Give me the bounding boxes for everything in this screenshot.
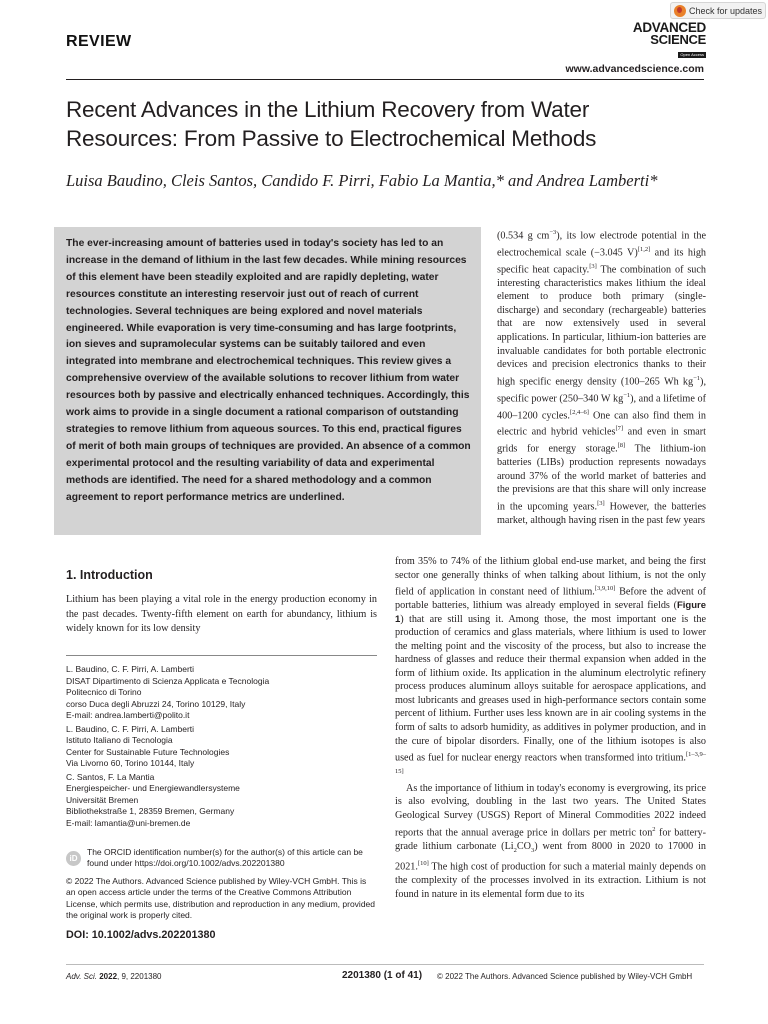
body-paragraph: from 35% to 74% of the lithium global end-use market, and being the first sector one generally thinks of when talking about lithium, is not the only field of application in constant need of lithium.[3,9,10] Before the advent of portable batteries, lithium was already employed in several fields (Figure 1) that are still using it. Among those, the most important one is the production of ceramics and glass materials, where lithium is used to lower the melting point and the viscosity of the process, but also to increase the hardness of glasses and reduce their thermal expansion when added in the form of lithium oxide. Its application in the aluminum electrolytic refinery process produces aluminum alloys suitable for aerospace applications, and most lubricants and greases used in high-performance sectors contain some percent of lithium. Further uses less known are in air cooling systems in the form of salts to adsorb humidity, as additives in polymer production, and in the cure of bipolar disorders. Finally, one of the lithium isotopes is also used as fuel for nuclear energy reactors when transformed into tritium.[1–3,9–15] xyxy=(395,556,706,775)
section-label: REVIEW xyxy=(66,33,132,50)
orcid-note xyxy=(66,847,377,870)
body-column-right: (0.534 g $cm^{-3}$), its low electrode potential in the electrochemical scale (−3.045 V)[1,2] and its high specific heat capacity.[3] The combination of such interesting characteristics makes lithium the ideal element to produce both primary (single-discharge) and secondary (rechargeable) batteries that are now extensively used in several applications. In particular, lithium-ion batteries are invaluable candidates for both portable electronic devices and precision electronics thanks to their high specific energy density (100–265 Wh $kg^{-1}$), specific power (250–340 W $kg^{-1}$), and a lifetime of 400–1200 cycles.[2,4–6] One can also find them in electric and hybrid vehicles[7] and even in smart grids for energy storage.[8] The lithium-ion batteries (LIBs) production represents nowadays around 37% of the world market of batteries and the previsions are that this share will only increase in the upcoming years.[3] However, the batteries market, although having risen in the past few years xyxy=(497,229,707,526)
crossmark-icon xyxy=(674,5,686,17)
journal-logo xyxy=(604,22,706,62)
check-for-updates-badge[interactable] xyxy=(670,2,766,19)
license-text: © 2022 The Authors. Advanced Science published by Wiley-VCH GmbH. This is an open access article under the terms of the Creative Commons Attribution License, which permits use, distribution and reproduction in any medium, provided the original work is properly cited. xyxy=(66,876,375,921)
footer-citation: Adv. Sci. 2022, 9, 2201380 xyxy=(66,972,162,981)
affiliations xyxy=(66,664,377,831)
section-heading-introduction: 1. Introduction xyxy=(66,568,153,582)
doi-link[interactable]: DOI: 10.1002/advs.202201380 xyxy=(66,929,216,941)
email-link[interactable]: E-mail: andrea.lamberti@polito.it xyxy=(66,710,190,720)
body-paragraph: As the importance of lithium in today's economy is evergrowing, its price is also evolving, doubling in the last two years. The United States Geological Survey (USGS) Report of Mineral Commodities 2022 indeed reports that the annual average price in dollars per metric ton$^2$ for battery-grade lithium carbonate $(Li_2CO_3)$ went from 8000 in 2020 to 17000 in 2021.[10] The high cost of production for such a material mainly depends on the complexity of the processes involved in its extraction. Lithium is not found in nature in its elemental form due to its xyxy=(395,782,706,900)
logo-sub: Open Access xyxy=(680,52,704,57)
logo-line-2: SCIENCE xyxy=(650,32,706,47)
journal-url[interactable]: www.advancedscience.com xyxy=(565,63,704,75)
orcid-text[interactable]: The ORCID identification number(s) for the author(s) of this article can be found under https://doi.org/10.1002/advs.202201380 xyxy=(87,847,363,869)
intro-paragraph: Lithium has been playing a vital role in the energy production economy in the past decades. Twenty-fifth element on earth for abundancy, lithium is widely known for its low density xyxy=(66,594,377,634)
body-column-continued xyxy=(395,555,706,901)
affiliation-rule xyxy=(66,655,377,656)
email-link[interactable]: E-mail: lamantia@uni-bremen.de xyxy=(66,817,191,828)
author-list: Luisa Baudino, Cleis Santos, Candido F. Pirri, Fabio La Mantia,* and Andrea Lamberti* xyxy=(66,171,658,190)
orcid-icon: iD xyxy=(66,851,81,866)
affiliation-block: L. Baudino, C. F. Pirri, A. Lamberti DISAT Dipartimento di Scienza Applicata e Tecnologia Politecnico di Torino corso Duca degli Abruzzi 24, Torino 10129, Italy E-mail: andrea.lamberti@polito.it xyxy=(66,664,377,722)
header-rule xyxy=(66,79,704,80)
affiliation-block: C. Santos, F. La Mantia Energiespeicher- und Energiewandlersysteme Universität Bremen Bibliothekstraße 1, 28359 Bremen, Germany E-mail: lamantia@uni-bremen.de xyxy=(66,772,377,830)
abstract-box: The ever-increasing amount of batteries used in today's society has led to an increase in the demand of lithium in the last few decades. While mining resources of this element have been steadily exploited and are rapidly depleting, water resources constitute an interesting reservoir just out of reach of current technologies. Several techniques are being explored and novel materials engineered. While evaporation is very time-consuming and has large footprints, ion sieves and supramolecular systems can be suitably tailored and even integrated into membrane and electrochemical techniques. This review gives a comprehensive overview of the available solutions to recover lithium from water resources both by passive and electrically enhanced techniques. Accordingly, this work aims to provide in a single document a rational comparison of outstanding strategies to remove lithium from aqueous sources. To this end, practical figures of merit of both main groups of techniques are provided. An absence of a common experimental protocol and the resulting variability of data and experimental methods are identified. The need for a shared methodology and a common agreement to report performance metrics are underlined. xyxy=(54,227,481,535)
footer-page-number: 2201380 (1 of 41) xyxy=(342,970,423,981)
footer-copyright: © 2022 The Authors. Advanced Science published by Wiley-VCH GmbH xyxy=(437,972,693,981)
figure-1-link[interactable]: Figure 1 xyxy=(395,600,706,625)
logo-line-1: ADVANCED xyxy=(632,20,706,35)
article-title: Recent Advances in the Lithium Recovery from Water Resources: From Passive to Electrochemical Methods xyxy=(66,97,597,151)
footer-rule xyxy=(66,964,704,965)
affiliation-block: L. Baudino, C. F. Pirri, A. Lamberti Istituto Italiano di Tecnologia Center for Sustainable Future Technologies Via Livorno 60, Torino 10144, Italy xyxy=(66,723,230,768)
badge-label: Check for updates xyxy=(689,5,763,16)
